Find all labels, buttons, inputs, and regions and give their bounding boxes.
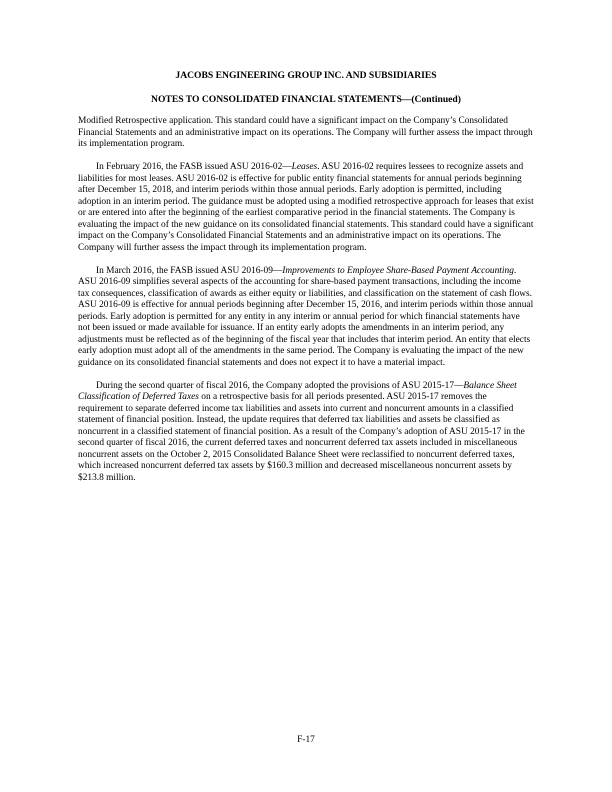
page-number: F-17	[297, 735, 315, 745]
paragraph-body: on a retrospective basis for all periods presented. ASU 2015-17 removes the requirement to separate deferred income tax liabilities and assets into current and noncurrent amounts in a classified statement of financial position. Instead, the update requires that deferred tax liabilities and assets be classified as noncurrent in a classified statement of financial position. As a result of the Company’s adoption of ASU 2015-17 in the second quarter of fiscal 2016, the current deferred taxes and noncurrent deferred tax assets included in miscellaneous noncurrent assets on the October 2, 2015 Consolidated Balance Sheet were reclassified to noncurrent deferred taxes, which increased noncurrent deferred tax assets by $160.3 million and decreased miscellaneous noncurrent assets by $213.8 million.	[78, 392, 525, 483]
paragraph-asu-2015-17	[78, 381, 534, 485]
paragraph-lead: In February 2016, the FASB issued ASU 2016-02—	[96, 162, 292, 172]
company-heading: JACOBS ENGINEERING GROUP INC. AND SUBSIDIARIES	[175, 70, 437, 81]
page-content	[78, 70, 534, 484]
paragraph-asu-2016-02	[78, 162, 534, 254]
standard-title: Balance Sheet Classification of Deferred Taxes	[78, 380, 517, 402]
paragraph-asu-2016-09	[78, 266, 534, 370]
paragraph-body: . ASU 2016-02 requires lessees to recognize assets and liabilities for most leases. ASU 2016-02 is effective for public entity financial statements for annual periods beginning after December 15, 2018, and interim periods within those annual periods. Early adoption is permitted, including adoption in an interim period. The guidance must be adopted using a modified retrospective approach for leases that exist or are entered into after the beginning of the earliest comparative period in the financial statements. The Company is evaluating the impact of the new guidance on its consolidated financial statements. This standard could have a significant impact on the Company’s Consolidated Financial Statements and an administrative impact on its operations. The Company will further assess the impact through its implementation program.	[78, 162, 534, 253]
paragraph-lead: In March 2016, the FASB issued ASU 2016-09—	[96, 265, 283, 276]
standard-title: Improvements to Employee Share-Based Payment Accounting	[282, 265, 514, 276]
paragraph-modified-retrospective: Modified Retrospective application. This standard could have a significant impact on the Company’s Consolidated Financial Statements and an administrative impact on its operations. The Company will further assess the impact through its implementation program.	[78, 116, 533, 149]
standard-title: Leases	[291, 162, 318, 172]
paragraph-lead: During the second quarter of fiscal 2016, the Company adopted the provisions of ASU 2015-17—	[96, 380, 464, 391]
section-heading: NOTES TO CONSOLIDATED FINANCIAL STATEMENTS—(Continued)	[151, 94, 461, 105]
paragraph-body: . ASU 2016-09 simplifies several aspects of the accounting for share-based payment transactions, including the income tax consequences, classification of awards as either equity or liabilities, and classification on the statement of cash flows. ASU 2016-09 is effective for annual periods beginning after December 15, 2016, and interim periods within those annual periods. Early adoption is permitted for any entity in any interim or annual period for which financial statements have not been issued or made available for issuance. If an entity early adopts the amendments in an interim period, any adjustments must be reflected as of the beginning of the fiscal year that includes that interim period. An entity that elects early adoption must adopt all of the amendments in the same period. The Company is evaluating the impact of the new guidance on its consolidated financial statements and does not expect it to have a material impact.	[78, 265, 534, 368]
